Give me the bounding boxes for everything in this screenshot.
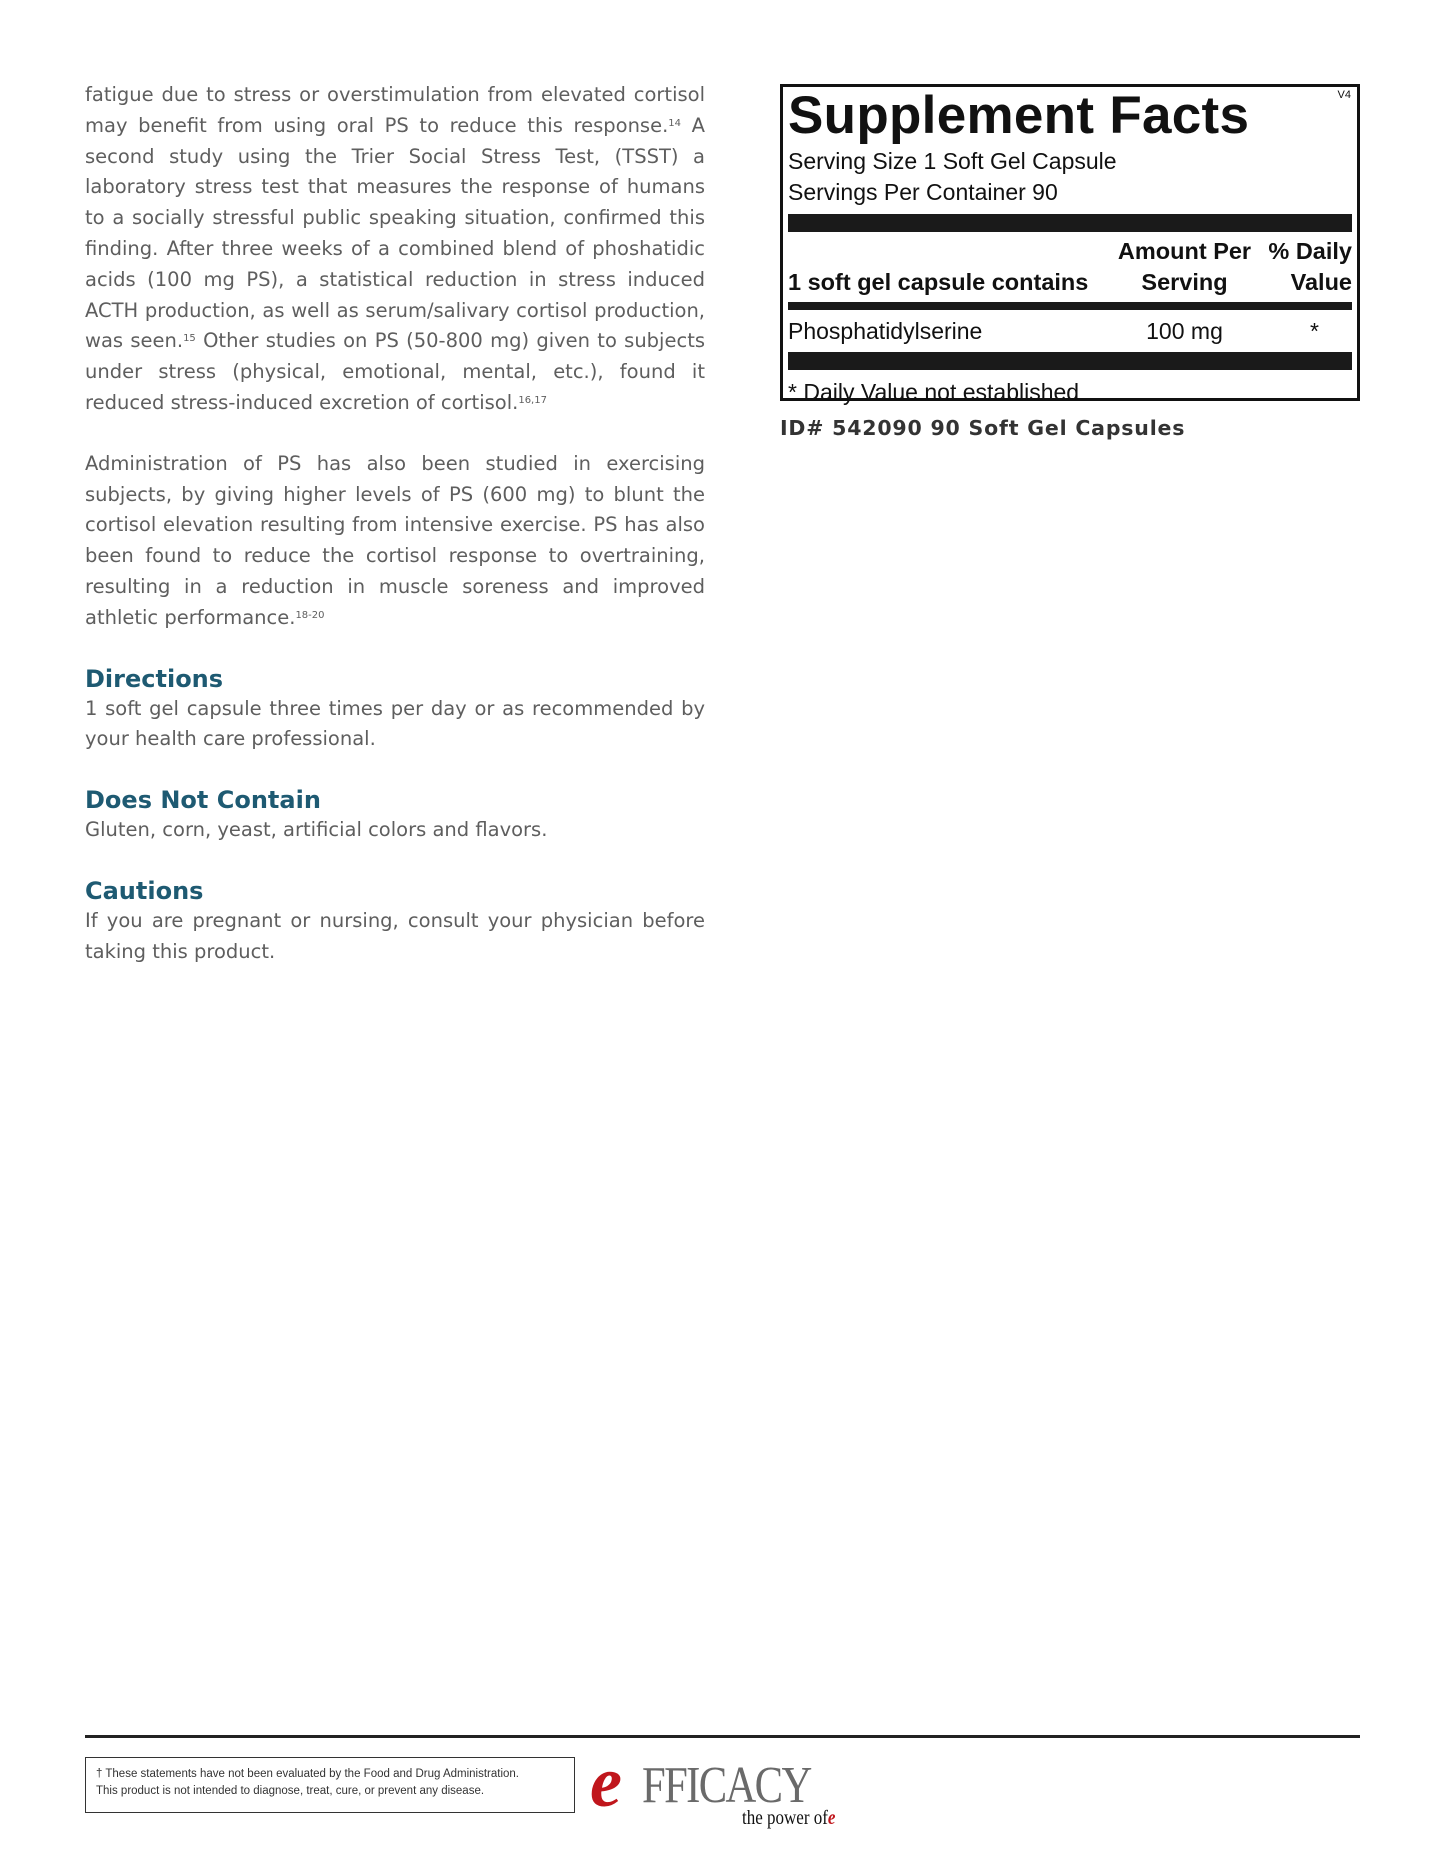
logo-tagline-e: e	[827, 1807, 836, 1829]
dv-header-line2: Value	[1290, 269, 1352, 295]
version-label: V4	[1337, 89, 1351, 101]
directions-heading: Directions	[85, 664, 224, 693]
amount-header-line2: Serving	[1141, 269, 1228, 295]
disclaimer-line: † These statements have not been evaluated by the Food and Drug Administration.	[96, 1768, 520, 1780]
citation: 16,17	[518, 394, 547, 406]
main-column	[85, 80, 705, 968]
daily-value-header	[1257, 236, 1352, 298]
contains-header: 1 soft gel capsule contains	[788, 269, 1089, 295]
fda-disclaimer	[85, 1757, 575, 1813]
facts-footnote: * Daily Value not established	[788, 379, 1080, 405]
logo-tagline-text: the power of	[742, 1807, 828, 1829]
facts-title: Supplement Facts	[788, 86, 1250, 145]
paragraph-text: fatigue due to stress or overstimulation from elevated cortisol may benefit from using oral PS to reduce this response.	[85, 83, 705, 137]
amount-header	[1112, 236, 1257, 298]
disclaimer-line: This product is not intended to diagnose, treat, cure, or prevent any disease.	[96, 1785, 485, 1797]
ingredient-row	[788, 314, 1352, 348]
does-not-contain-text: Gluten, corn, yeast, artificial colors and flavors.	[85, 818, 548, 842]
footer-rule	[85, 1735, 1360, 1738]
amount-header-line1: Amount Per	[1117, 238, 1252, 264]
divider-thick	[788, 352, 1352, 370]
citation: 15	[183, 333, 196, 345]
citation: 14	[668, 117, 682, 129]
dv-header-line1: % Daily	[1268, 238, 1352, 264]
directions-text: 1 soft gel capsule three times per day or as recommended by your health care professional.	[85, 696, 705, 751]
servings-per-container: Servings Per Container 90	[788, 179, 1058, 205]
does-not-contain-heading: Does Not Contain	[85, 786, 321, 815]
divider-medium	[788, 302, 1352, 310]
serving-size: Serving Size 1 Soft Gel Capsule	[788, 148, 1117, 174]
citation: 18-20	[295, 609, 325, 621]
efficacy-logo	[590, 1742, 870, 1832]
logo-tagline	[742, 1808, 835, 1828]
cautions-text: If you are pregnant or nursing, consult your physician before taking this product.	[85, 908, 705, 963]
paragraph-text: Administration of PS has also been studied in exercising subjects, by giving higher levels of PS (600 mg) to blunt the cortisol elevation resulting from intensive exercise. PS has also been found to reduce the cortisol response to overtraining, resulting in a reduction in muscle soreness and improved athletic performance.	[85, 451, 705, 629]
logo-word: FFICACY	[642, 1757, 811, 1814]
body-paragraph-2	[85, 449, 705, 634]
paragraph-text: A second study using the Trier Social Stress Test, (TSST) a laboratory stress test that measures the response of humans to a socially stressful public speaking situation, confirmed this finding. After three weeks of a combined blend of phoshatidic acids (100 mg PS), a statistical reduction in stress induced ACTH production, as well as serum/salivary cortisol production, was seen.	[85, 113, 706, 353]
body-paragraph-1	[85, 80, 705, 419]
cautions-heading: Cautions	[85, 876, 204, 905]
ingredient-amount: 100 mg	[1146, 318, 1223, 344]
ingredient-dv: *	[1310, 318, 1319, 344]
ingredient-name: Phosphatidylserine	[788, 318, 983, 344]
supplement-facts-panel	[780, 84, 1360, 405]
facts-header-row	[788, 236, 1352, 298]
divider-thick	[788, 214, 1352, 232]
logo-e: e	[590, 1742, 622, 1822]
product-id: ID# 542090 90 Soft Gel Capsules	[780, 416, 1186, 440]
paragraph-text: Other studies on PS (50-800 mg) given to subjects under stress (physical, emotional, mental, etc.), found it reduced stress-induced excretion of cortisol.	[85, 329, 706, 414]
